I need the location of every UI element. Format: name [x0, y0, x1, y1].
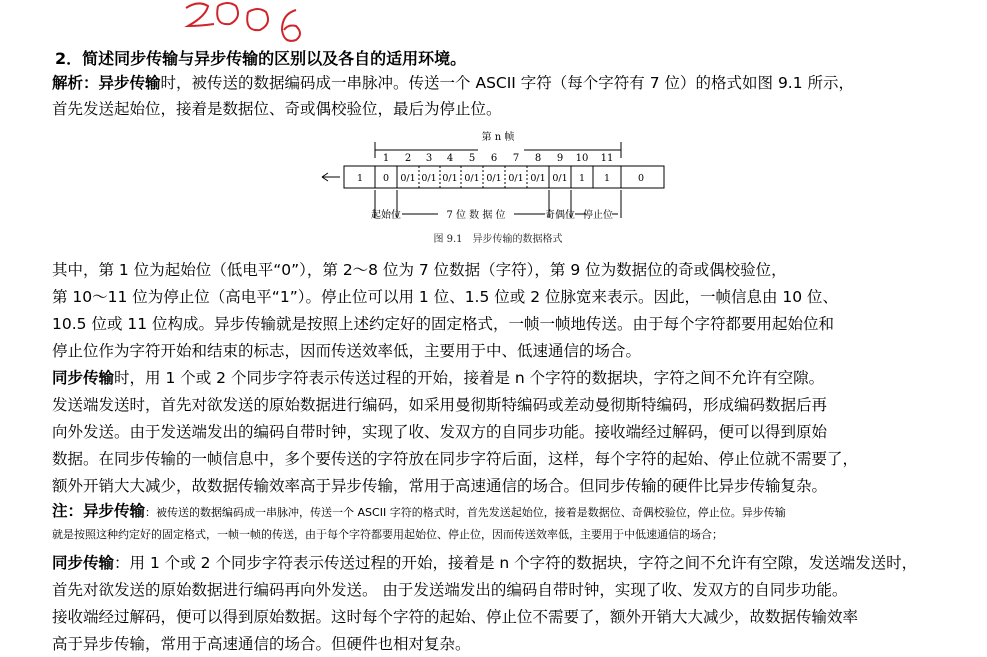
- frame-cell: 0/1: [400, 173, 416, 184]
- frame-cell: 0: [382, 173, 390, 184]
- frame-cell: 0/1: [421, 173, 437, 184]
- frame-cell: 0/1: [530, 173, 546, 184]
- frame-cell: 0/1: [508, 173, 524, 184]
- bit-number: 7: [512, 153, 520, 164]
- frame-cell: 1: [356, 173, 364, 184]
- bit-number: 11: [600, 153, 614, 164]
- sync-text: 时，用 1 个或 2 个同步字符表示传送过程的开始，接着是 n 个字符的数据块，字符之间不允许有空隙。: [114, 369, 825, 387]
- frame-cell: 1: [578, 173, 586, 184]
- question-heading: 2．简述同步传输与异步传输的区别以及各自的适用环境。: [55, 49, 467, 68]
- handwritten-2006: [178, 0, 318, 50]
- start-bit-label: 起始位: [371, 210, 401, 221]
- bit-number: 10: [575, 153, 589, 164]
- analysis-line-2: 首先发送起始位，接着是数据位、奇或偶校验位，最后为停止位。: [52, 100, 502, 118]
- bit-number: 9: [556, 153, 564, 164]
- figure-caption: 图 9.1 异步传输的数据格式: [433, 234, 563, 245]
- note-line-2: 就是按照这种约定好的固定格式，一帧一帧的传送，由于每个字符都要用起始位、停止位，因而传送效率低，主要用于中低速通信的场合；: [52, 528, 723, 541]
- bit-number: 3: [425, 153, 433, 164]
- sync2-line: 接收端经过解码，便可以得到原始数据。这时每个字符的起始、停止位不需要了，额外开销大大减少，故数据传输效率: [52, 608, 859, 626]
- bit-number: 6: [490, 153, 498, 164]
- frame-cell: 0/1: [442, 173, 458, 184]
- data-bits-label: 7 位 数 据 位: [446, 210, 506, 221]
- frame-cell: 0/1: [464, 173, 480, 184]
- parity-bit-label: 奇偶位: [545, 210, 575, 221]
- sync-line-1: [52, 365, 824, 391]
- sync-line: 额外开销大大减少，故数据传输效率高于异步传输，常用于高速通信的场合。但同步传输的硬件比异步传输复杂。: [52, 477, 828, 495]
- sync2-line-1: [52, 550, 917, 576]
- sync-line: 向外发送。由于发送端发出的编码自带时钟，实现了收、发双方的自同步功能。接收端经过解码，便可以得到原始: [52, 423, 828, 441]
- frame-cell: 0: [637, 173, 645, 184]
- frame-label: 第 n 帧: [481, 132, 515, 143]
- bit-number: 8: [534, 153, 542, 164]
- para2-line: 第 10～11 位为停止位（高电平“1”）。停止位可以用 1 位、1.5 位或 2 位脉宽来表示。因此，一帧信息由 10 位、: [52, 288, 839, 306]
- sync2-line: 首先对欲发送的原始数据进行编码再向外发送。 由于发送端发出的编码自带时钟，实现了收、发双方的自同步功能。: [52, 581, 848, 599]
- bit-number: 1: [382, 153, 390, 164]
- frame-cell: 0/1: [552, 173, 568, 184]
- sync2-term: 同步传输: [52, 554, 115, 572]
- analysis-text: 时，被传送的数据编码成一串脉冲。传送一个 ASCII 字符（每个字符有 7 位）的格式如图 9.1 所示，: [160, 74, 855, 92]
- sync-line: 发送端发送时，首先对欲发送的原始数据进行编码，如采用曼彻斯特编码或差动曼彻斯特编码，形成编码数据后再: [52, 396, 828, 414]
- bit-number: 5: [468, 153, 476, 164]
- sync2-line: 高于异步传输，常用于高速通信的场合。但硬件也相对复杂。: [52, 635, 471, 653]
- analysis-line-1: [52, 70, 854, 96]
- async-term: 异步传输: [98, 74, 161, 92]
- bit-number: 4: [446, 153, 454, 164]
- note-label: 注：: [52, 502, 84, 520]
- para2-line: 10.5 位或 11 位构成。异步传输就是按照上述约定好的固定格式，一帧一帧地传送。由于每个字符都要用起始位和: [52, 315, 835, 333]
- async-frame-diagram: [318, 128, 668, 250]
- note-text: ：被传送的数据编码成一串脉冲，传送一个 ASCII 字符的格式时，首先发送起始位，接着是数据位、奇偶校验位，停止位。异步传输: [145, 506, 786, 519]
- sync-term: 同步传输: [52, 369, 115, 387]
- note-term: 异步传输: [83, 502, 146, 520]
- frame-cell: 0/1: [486, 173, 502, 184]
- sync-line: 数据。在同步传输的一帧信息中，多个要传送的字符放在同步字符后面，这样，每个字符的起始、停止位就不需要了，: [52, 450, 859, 468]
- stop-bit-label: 停止位: [583, 210, 613, 221]
- para2-line: 其中，第 1 位为起始位（低电平“0”），第 2～8 位为 7 位数据（字符），第 9 位为数据位的奇或偶校验位，: [52, 261, 787, 279]
- analysis-label: 解析：: [52, 74, 99, 92]
- bit-number: 2: [404, 153, 412, 164]
- sync2-text: ：用 1 个或 2 个同步字符表示传送过程的开始，接着是 n 个字符的数据块，字符之间不允许有空隙，发送端发送时，: [114, 554, 918, 572]
- frame-cell: 1: [603, 173, 611, 184]
- para2-line: 停止位作为字符开始和结束的标志，因而传送效率低，主要用于中、低速通信的场合。: [52, 342, 642, 360]
